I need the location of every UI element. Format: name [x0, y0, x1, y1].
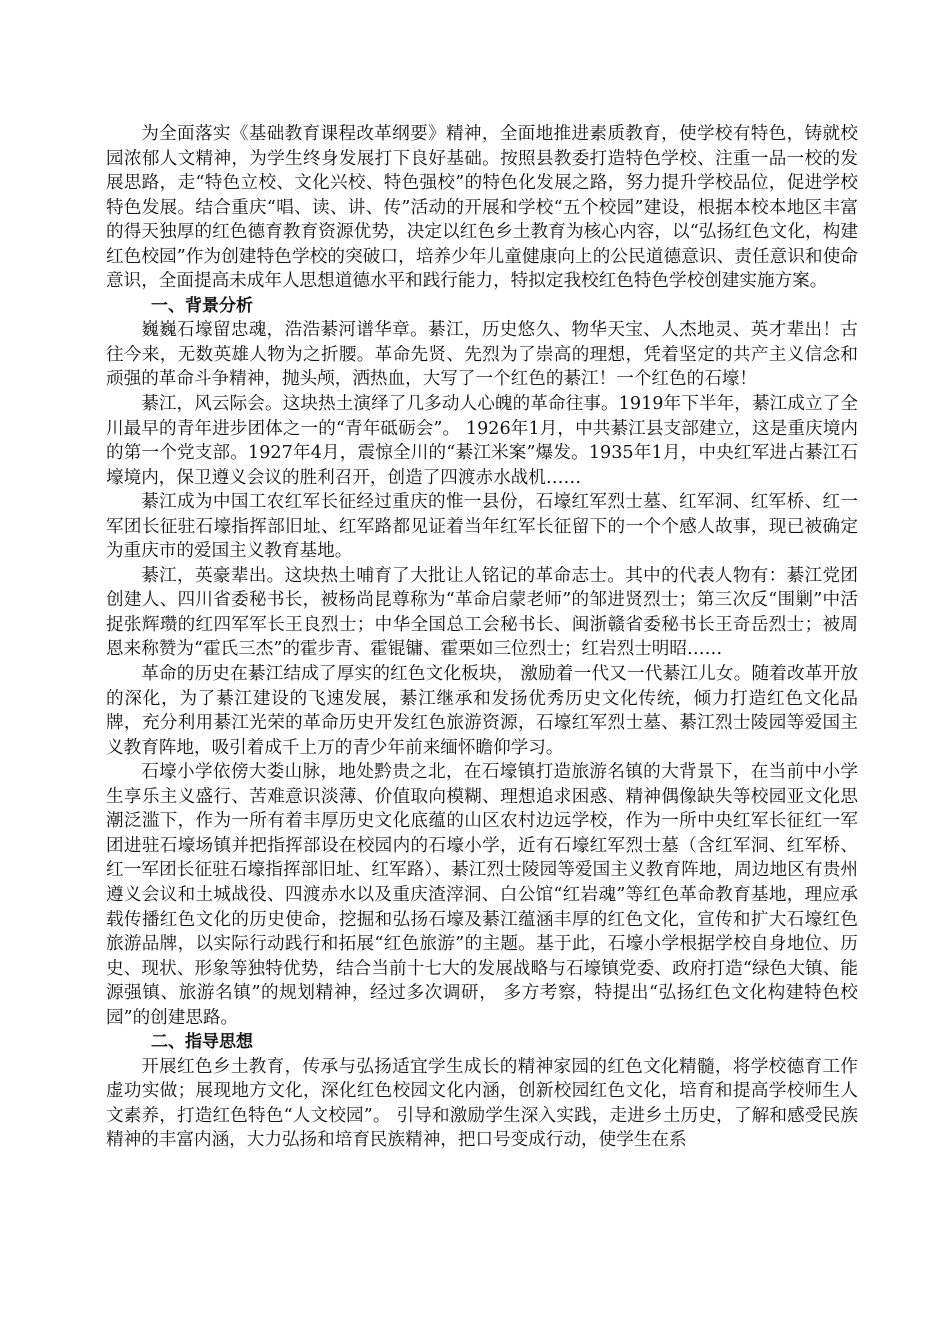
body-paragraph: 綦江成为中国工农红军长征经过重庆的惟一县份，石壕红军烈士墓、红军洞、红军桥、红一军团长征驻石壕指挥部旧址、红军路都见证着当年红军长征留下的一个个感人故事，现已被确定为重庆市的爱国主义教育基地。: [106, 492, 858, 562]
intro-paragraph: 为全面落实《基础教育课程改革纲要》精神，全面地推进素质教育，使学校有特色，铸就校园浓郁人文精神，为学生终身发展打下良好基础。按照县教委打造特色学校、注重一品一校的发展思路，走“特色立校、文化兴校、特色强校”的特色化发展之路，努力提升学校品位，促进学校特色发展。结合重庆“唱、读、讲、传”活动的开展和学校“五个校园”建设，根据本校本地区丰富的得天独厚的红色德育教育资源优势，决定以红色乡土教育为核心内容，以“弘扬红色文化，构建红色校园”作为创建特色学校的突破口，培养少年儿童健康向上的公民道德意识、责任意识和使命意识，全面提高未成年人思想道德水平和践行能力，特拟定我校红色特色学校创建实施方案。: [106, 124, 858, 292]
body-paragraph: 石壕小学依傍大娄山脉，地处黔贵之北，在石壕镇打造旅游名镇的大背景下，在当前中小学生享乐主义盛行、苦难意识淡薄、价值取向模糊、理想追求困惑、精神偶像缺失等校园亚文化思潮泛滥下，作为一所有着丰厚历史文化底蕴的山区农村边远学校，作为一所中央红军长征红一军团进驻石壕场镇并把指挥部设在校园内的石壕小学，近有石壕红军烈士墓（含红军洞、红军桥、红一军团长征驻石壕指挥部旧址、红军路）、綦江烈士陵园等爱国主义教育阵地，周边地区有贵州遵义会议和土城战役、四渡赤水以及重庆渣滓洞、白公馆“红岩魂”等红色革命教育基地，理应承载传播红色文化的历史使命，挖掘和弘扬石壕及綦江蕴涵丰厚的红色文化，宣传和扩大石壕红色旅游品牌，以实际行动践行和拓展“红色旅游”的主题。基于此，石壕小学根据学校自身地位、历史、现状、形象等独特优势，结合当前十七大的发展战略与石壕镇党委、政府打造“绿色大镇、能源强镇、旅游名镇”的规划精神，经过多次调研， 多方考察，特提出“弘扬红色文化构建特色校园”的创建思路。: [106, 762, 858, 1028]
body-paragraph: 巍巍石壕留忠魂，浩浩綦河谱华章。綦江，历史悠久、物华天宝、人杰地灵、英才辈出！古往今来，无数英雄人物为之折腰。革命先贤、先烈为了崇高的理想，凭着坚定的共产主义信念和顽强的革命斗争精神，抛头颅，洒热血，大写了一个红色的綦江！一个红色的石壕！: [106, 320, 858, 390]
body-paragraph: 綦江，英豪辈出。这块热土哺育了大批让人铭记的革命志士。其中的代表人物有：綦江党团创建人、四川省委秘书长，被杨尚昆尊称为“革命启蒙老师”的邹进贤烈士；第三次反“围剿”中活捉张辉瓒的红四军军长王良烈士；中华全国总工会秘书长、闽浙赣省委秘书长王奇岳烈士；被周恩来称赞为“霍氏三杰”的霍步青、霍锟镛、霍栗如三位烈士；红岩烈士明昭……: [106, 565, 858, 660]
body-paragraph: 綦江，风云际会。这块热土演绎了几多动人心魄的革命往事。1919年下半年，綦江成立了全川最早的青年进步团体之一的“青年砥砺会”。 1926年1月，中共綦江县支部建立，这是重庆境内的第一个党支部。1927年4月，震惊全川的“綦江米案”爆发。1935年1月，中央红军进占綦江石壕境内，保卫遵义会议的胜利召开，创造了四渡赤水战机……: [106, 394, 858, 488]
section-heading-background: 一、背景分析: [151, 295, 253, 316]
section-heading-guiding-ideology: 二、指导思想: [151, 1032, 253, 1053]
body-paragraph: 革命的历史在綦江结成了厚实的红色文化板块， 激励着一代又一代綦江儿女。随着改革开放的深化，为了綦江建设的飞速发展，綦江继承和发扬优秀历史文化传统，倾力打造红色文化品牌，充分利用綦江光荣的革命历史开发红色旅游资源，石壕红军烈士墓、綦江烈士陵园等爱国主义教育阵地，吸引着成千上万的青少年前来缅怀瞻仰学习。: [106, 664, 858, 758]
document-body: [106, 122, 858, 1153]
body-paragraph: 开展红色乡土教育，传承与弘扬适宜学生成长的精神家园的红色文化精髓，将学校德育工作虚功实做；展现地方文化，深化红色校园文化内涵，创新校园红色文化，培育和提高学校师生人文素养，打造红色特色“人文校园”。 引导和激励学生深入实践，走进乡土历史，了解和感受民族精神的丰富内涵，大力弘扬和培育民族精神，把口号变成行动，使学生在系: [106, 1056, 858, 1151]
